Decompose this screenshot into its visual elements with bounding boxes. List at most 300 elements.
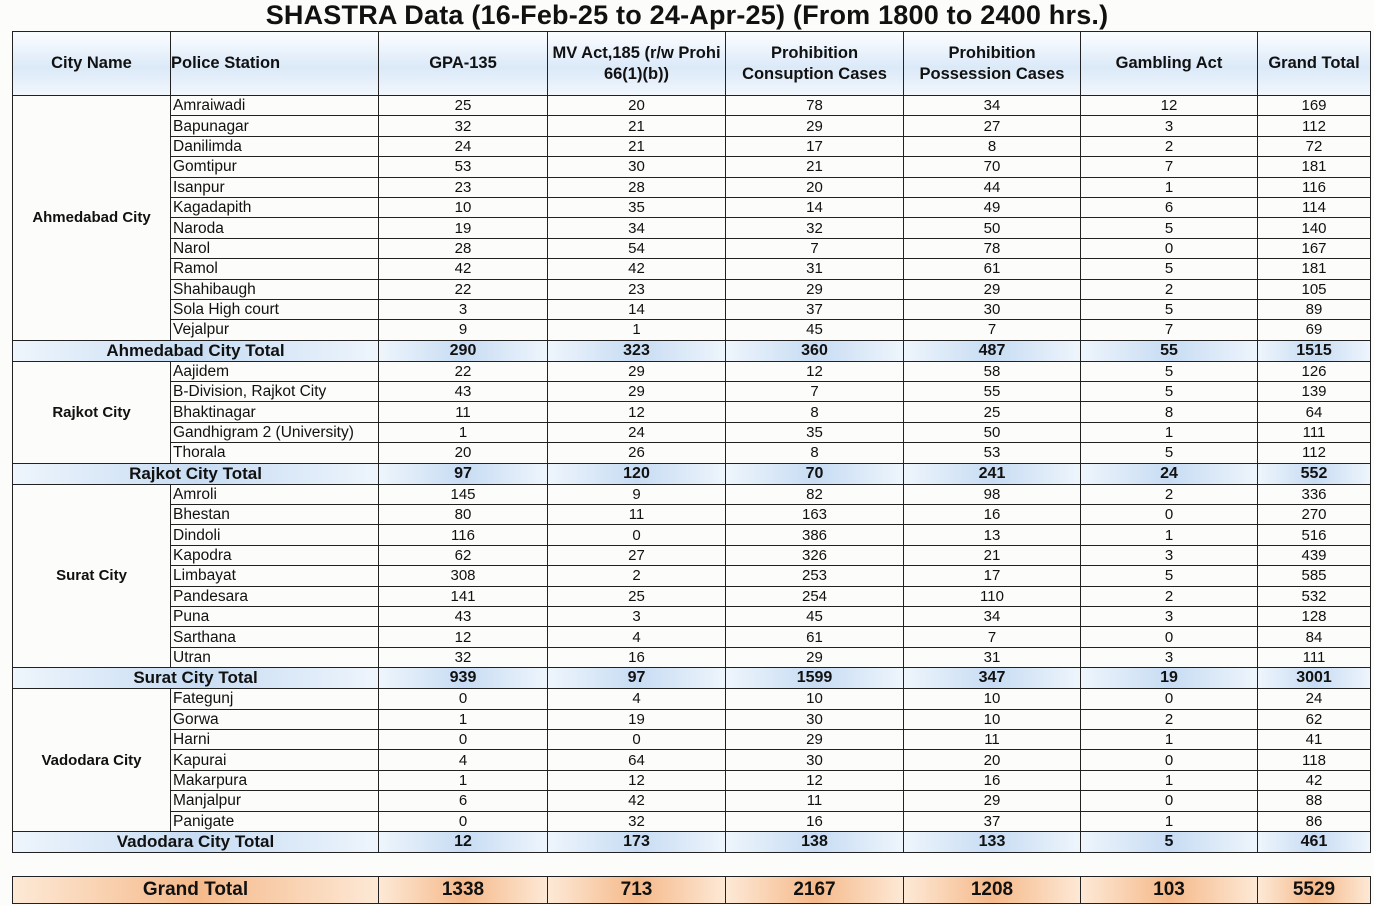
grand-total-mv: 713 bbox=[548, 877, 726, 904]
consumption-cell: 16 bbox=[726, 811, 904, 831]
total-cell: 69 bbox=[1258, 320, 1371, 340]
police-station-cell: Pandesara bbox=[171, 586, 379, 606]
city-total-label: Vadodara City Total bbox=[13, 831, 379, 852]
total-cell: 42 bbox=[1258, 770, 1371, 790]
mv-cell: 26 bbox=[548, 443, 726, 463]
gambling-cell: 1 bbox=[1081, 525, 1258, 545]
table-row bbox=[13, 157, 1371, 177]
possession-cell: 110 bbox=[904, 586, 1081, 606]
gambling-cell: 8 bbox=[1081, 402, 1258, 422]
consumption-cell: 30 bbox=[726, 750, 904, 770]
table-row bbox=[13, 197, 1371, 217]
gpa-cell: 23 bbox=[379, 177, 548, 197]
table-row bbox=[13, 586, 1371, 606]
table-row bbox=[13, 218, 1371, 238]
consumption-cell: 20 bbox=[726, 177, 904, 197]
mv-cell: 24 bbox=[548, 422, 726, 442]
city-total-gambling: 19 bbox=[1081, 668, 1258, 689]
city-name-cell: Rajkot City bbox=[13, 361, 171, 463]
total-cell: 532 bbox=[1258, 586, 1371, 606]
total-cell: 84 bbox=[1258, 627, 1371, 647]
table-row bbox=[13, 505, 1371, 525]
table-row bbox=[13, 791, 1371, 811]
gambling-cell: 3 bbox=[1081, 116, 1258, 136]
gpa-cell: 3 bbox=[379, 299, 548, 319]
city-total-total: 1515 bbox=[1258, 340, 1371, 361]
consumption-cell: 29 bbox=[726, 279, 904, 299]
police-station-cell: Amraiwadi bbox=[171, 96, 379, 116]
header-prohibition-possession: Prohibition Possession Cases bbox=[904, 32, 1081, 96]
police-station-cell: Isanpur bbox=[171, 177, 379, 197]
consumption-cell: 31 bbox=[726, 259, 904, 279]
total-cell: 89 bbox=[1258, 299, 1371, 319]
table-row bbox=[13, 238, 1371, 258]
possession-cell: 98 bbox=[904, 484, 1081, 504]
mv-cell: 27 bbox=[548, 545, 726, 565]
gambling-cell: 7 bbox=[1081, 157, 1258, 177]
city-total-possession: 241 bbox=[904, 463, 1081, 484]
police-station-cell: Manjalpur bbox=[171, 791, 379, 811]
gpa-cell: 24 bbox=[379, 136, 548, 156]
mv-cell: 12 bbox=[548, 770, 726, 790]
city-total-row bbox=[13, 831, 1371, 852]
police-station-cell: Bapunagar bbox=[171, 116, 379, 136]
police-station-cell: Harni bbox=[171, 729, 379, 749]
header-mv-act: MV Act,185 (r/w Prohi 66(1)(b)) bbox=[548, 32, 726, 96]
gpa-cell: 0 bbox=[379, 689, 548, 709]
police-station-cell: Ramol bbox=[171, 259, 379, 279]
city-total-consumption: 138 bbox=[726, 831, 904, 852]
city-total-consumption: 70 bbox=[726, 463, 904, 484]
total-cell: 72 bbox=[1258, 136, 1371, 156]
city-total-gpa: 939 bbox=[379, 668, 548, 689]
mv-cell: 12 bbox=[548, 402, 726, 422]
mv-cell: 4 bbox=[548, 689, 726, 709]
city-total-gambling: 5 bbox=[1081, 831, 1258, 852]
possession-cell: 55 bbox=[904, 382, 1081, 402]
table-row bbox=[13, 709, 1371, 729]
possession-cell: 16 bbox=[904, 505, 1081, 525]
police-station-cell: Gomtipur bbox=[171, 157, 379, 177]
possession-cell: 34 bbox=[904, 606, 1081, 626]
table-row bbox=[13, 422, 1371, 442]
gpa-cell: 32 bbox=[379, 647, 548, 667]
mv-cell: 19 bbox=[548, 709, 726, 729]
city-total-gpa: 97 bbox=[379, 463, 548, 484]
consumption-cell: 78 bbox=[726, 96, 904, 116]
table-row bbox=[13, 96, 1371, 116]
total-cell: 169 bbox=[1258, 96, 1371, 116]
mv-cell: 64 bbox=[548, 750, 726, 770]
mv-cell: 21 bbox=[548, 136, 726, 156]
gpa-cell: 22 bbox=[379, 279, 548, 299]
mv-cell: 1 bbox=[548, 320, 726, 340]
city-total-row bbox=[13, 463, 1371, 484]
gpa-cell: 53 bbox=[379, 157, 548, 177]
possession-cell: 16 bbox=[904, 770, 1081, 790]
total-cell: 336 bbox=[1258, 484, 1371, 504]
gpa-cell: 62 bbox=[379, 545, 548, 565]
gpa-cell: 9 bbox=[379, 320, 548, 340]
gambling-cell: 2 bbox=[1081, 484, 1258, 504]
police-station-cell: Narol bbox=[171, 238, 379, 258]
police-station-cell: Utran bbox=[171, 647, 379, 667]
city-total-consumption: 360 bbox=[726, 340, 904, 361]
consumption-cell: 7 bbox=[726, 238, 904, 258]
consumption-cell: 326 bbox=[726, 545, 904, 565]
city-total-row bbox=[13, 340, 1371, 361]
table-row bbox=[13, 545, 1371, 565]
gambling-cell: 0 bbox=[1081, 689, 1258, 709]
consumption-cell: 82 bbox=[726, 484, 904, 504]
table-row bbox=[13, 382, 1371, 402]
table-row bbox=[13, 320, 1371, 340]
possession-cell: 58 bbox=[904, 361, 1081, 381]
consumption-cell: 7 bbox=[726, 382, 904, 402]
table-row bbox=[13, 811, 1371, 831]
table-row bbox=[13, 627, 1371, 647]
police-station-cell: Naroda bbox=[171, 218, 379, 238]
gpa-cell: 22 bbox=[379, 361, 548, 381]
city-total-consumption: 1599 bbox=[726, 668, 904, 689]
gpa-cell: 43 bbox=[379, 382, 548, 402]
gambling-cell: 2 bbox=[1081, 136, 1258, 156]
possession-cell: 10 bbox=[904, 709, 1081, 729]
mv-cell: 2 bbox=[548, 566, 726, 586]
total-cell: 181 bbox=[1258, 157, 1371, 177]
mv-cell: 25 bbox=[548, 586, 726, 606]
grand-total-possession: 1208 bbox=[904, 877, 1081, 904]
consumption-cell: 21 bbox=[726, 157, 904, 177]
police-station-cell: Shahibaugh bbox=[171, 279, 379, 299]
total-cell: 516 bbox=[1258, 525, 1371, 545]
total-cell: 585 bbox=[1258, 566, 1371, 586]
table-row bbox=[13, 443, 1371, 463]
police-station-cell: Thorala bbox=[171, 443, 379, 463]
total-cell: 128 bbox=[1258, 606, 1371, 626]
consumption-cell: 30 bbox=[726, 709, 904, 729]
police-station-cell: Fategunj bbox=[171, 689, 379, 709]
mv-cell: 35 bbox=[548, 197, 726, 217]
total-cell: 41 bbox=[1258, 729, 1371, 749]
city-total-possession: 133 bbox=[904, 831, 1081, 852]
consumption-cell: 29 bbox=[726, 647, 904, 667]
total-cell: 181 bbox=[1258, 259, 1371, 279]
gambling-cell: 0 bbox=[1081, 238, 1258, 258]
table-row bbox=[13, 566, 1371, 586]
total-cell: 62 bbox=[1258, 709, 1371, 729]
gambling-cell: 2 bbox=[1081, 279, 1258, 299]
gpa-cell: 1 bbox=[379, 770, 548, 790]
gambling-cell: 5 bbox=[1081, 443, 1258, 463]
mv-cell: 11 bbox=[548, 505, 726, 525]
city-total-possession: 347 bbox=[904, 668, 1081, 689]
total-cell: 116 bbox=[1258, 177, 1371, 197]
consumption-cell: 8 bbox=[726, 402, 904, 422]
total-cell: 118 bbox=[1258, 750, 1371, 770]
mv-cell: 14 bbox=[548, 299, 726, 319]
city-total-mv: 173 bbox=[548, 831, 726, 852]
table-row bbox=[13, 484, 1371, 504]
consumption-cell: 32 bbox=[726, 218, 904, 238]
table-body bbox=[13, 96, 1371, 853]
city-name-cell: Ahmedabad City bbox=[13, 96, 171, 341]
mv-cell: 30 bbox=[548, 157, 726, 177]
gambling-cell: 3 bbox=[1081, 606, 1258, 626]
city-total-mv: 97 bbox=[548, 668, 726, 689]
consumption-cell: 61 bbox=[726, 627, 904, 647]
possession-cell: 25 bbox=[904, 402, 1081, 422]
police-station-cell: Puna bbox=[171, 606, 379, 626]
total-cell: 112 bbox=[1258, 116, 1371, 136]
possession-cell: 7 bbox=[904, 627, 1081, 647]
gambling-cell: 5 bbox=[1081, 259, 1258, 279]
header-city-name: City Name bbox=[13, 32, 171, 96]
total-cell: 139 bbox=[1258, 382, 1371, 402]
possession-cell: 53 bbox=[904, 443, 1081, 463]
shastra-data-table bbox=[12, 31, 1371, 853]
possession-cell: 27 bbox=[904, 116, 1081, 136]
possession-cell: 10 bbox=[904, 689, 1081, 709]
page-title: SHASTRA Data (16-Feb-25 to 24-Apr-25) (From 1800 to 2400 hrs.) bbox=[265, 0, 1109, 30]
total-cell: 111 bbox=[1258, 422, 1371, 442]
table-row bbox=[13, 770, 1371, 790]
city-total-gambling: 24 bbox=[1081, 463, 1258, 484]
table-row bbox=[13, 116, 1371, 136]
consumption-cell: 163 bbox=[726, 505, 904, 525]
possession-cell: 13 bbox=[904, 525, 1081, 545]
mv-cell: 32 bbox=[548, 811, 726, 831]
gpa-cell: 0 bbox=[379, 811, 548, 831]
possession-cell: 50 bbox=[904, 218, 1081, 238]
police-station-cell: Sarthana bbox=[171, 627, 379, 647]
mv-cell: 29 bbox=[548, 382, 726, 402]
gpa-cell: 1 bbox=[379, 709, 548, 729]
possession-cell: 11 bbox=[904, 729, 1081, 749]
mv-cell: 16 bbox=[548, 647, 726, 667]
gpa-cell: 145 bbox=[379, 484, 548, 504]
gambling-cell: 0 bbox=[1081, 750, 1258, 770]
police-station-cell: Bhaktinagar bbox=[171, 402, 379, 422]
gpa-cell: 6 bbox=[379, 791, 548, 811]
table-row bbox=[13, 177, 1371, 197]
total-cell: 64 bbox=[1258, 402, 1371, 422]
possession-cell: 70 bbox=[904, 157, 1081, 177]
mv-cell: 29 bbox=[548, 361, 726, 381]
gpa-cell: 11 bbox=[379, 402, 548, 422]
city-total-gambling: 55 bbox=[1081, 340, 1258, 361]
table-row bbox=[13, 606, 1371, 626]
header-gambling-act: Gambling Act bbox=[1081, 32, 1258, 96]
police-station-cell: Gorwa bbox=[171, 709, 379, 729]
gambling-cell: 5 bbox=[1081, 299, 1258, 319]
possession-cell: 61 bbox=[904, 259, 1081, 279]
gpa-cell: 308 bbox=[379, 566, 548, 586]
gambling-cell: 3 bbox=[1081, 647, 1258, 667]
gambling-cell: 0 bbox=[1081, 791, 1258, 811]
possession-cell: 37 bbox=[904, 811, 1081, 831]
gambling-cell: 1 bbox=[1081, 729, 1258, 749]
gpa-cell: 43 bbox=[379, 606, 548, 626]
gpa-cell: 42 bbox=[379, 259, 548, 279]
possession-cell: 50 bbox=[904, 422, 1081, 442]
gpa-cell: 12 bbox=[379, 627, 548, 647]
table-row bbox=[13, 525, 1371, 545]
consumption-cell: 253 bbox=[726, 566, 904, 586]
gambling-cell: 1 bbox=[1081, 422, 1258, 442]
total-cell: 114 bbox=[1258, 197, 1371, 217]
total-cell: 270 bbox=[1258, 505, 1371, 525]
mv-cell: 34 bbox=[548, 218, 726, 238]
total-cell: 126 bbox=[1258, 361, 1371, 381]
possession-cell: 31 bbox=[904, 647, 1081, 667]
gambling-cell: 1 bbox=[1081, 177, 1258, 197]
mv-cell: 3 bbox=[548, 606, 726, 626]
police-station-cell: Makarpura bbox=[171, 770, 379, 790]
city-total-gpa: 290 bbox=[379, 340, 548, 361]
city-name-cell: Vadodara City bbox=[13, 689, 171, 832]
mv-cell: 20 bbox=[548, 96, 726, 116]
gpa-cell: 0 bbox=[379, 729, 548, 749]
consumption-cell: 10 bbox=[726, 689, 904, 709]
city-total-gpa: 12 bbox=[379, 831, 548, 852]
possession-cell: 49 bbox=[904, 197, 1081, 217]
city-total-total: 3001 bbox=[1258, 668, 1371, 689]
total-cell: 111 bbox=[1258, 647, 1371, 667]
possession-cell: 44 bbox=[904, 177, 1081, 197]
mv-cell: 23 bbox=[548, 279, 726, 299]
police-station-cell: Kapodra bbox=[171, 545, 379, 565]
grand-total-table bbox=[12, 876, 1371, 904]
police-station-cell: Vejalpur bbox=[171, 320, 379, 340]
mv-cell: 21 bbox=[548, 116, 726, 136]
mv-cell: 42 bbox=[548, 791, 726, 811]
consumption-cell: 12 bbox=[726, 361, 904, 381]
gpa-cell: 28 bbox=[379, 238, 548, 258]
gambling-cell: 5 bbox=[1081, 382, 1258, 402]
gambling-cell: 12 bbox=[1081, 96, 1258, 116]
gambling-cell: 2 bbox=[1081, 586, 1258, 606]
police-station-cell: Aajidem bbox=[171, 361, 379, 381]
gambling-cell: 5 bbox=[1081, 566, 1258, 586]
possession-cell: 29 bbox=[904, 791, 1081, 811]
possession-cell: 29 bbox=[904, 279, 1081, 299]
city-total-label: Rajkot City Total bbox=[13, 463, 379, 484]
gpa-cell: 4 bbox=[379, 750, 548, 770]
city-total-possession: 487 bbox=[904, 340, 1081, 361]
mv-cell: 4 bbox=[548, 627, 726, 647]
possession-cell: 20 bbox=[904, 750, 1081, 770]
consumption-cell: 35 bbox=[726, 422, 904, 442]
city-total-label: Ahmedabad City Total bbox=[13, 340, 379, 361]
gambling-cell: 5 bbox=[1081, 218, 1258, 238]
mv-cell: 0 bbox=[548, 525, 726, 545]
table-row bbox=[13, 361, 1371, 381]
mv-cell: 54 bbox=[548, 238, 726, 258]
city-name-cell: Surat City bbox=[13, 484, 171, 668]
consumption-cell: 8 bbox=[726, 443, 904, 463]
city-total-label: Surat City Total bbox=[13, 668, 379, 689]
city-total-row bbox=[13, 668, 1371, 689]
gambling-cell: 0 bbox=[1081, 505, 1258, 525]
gambling-cell: 5 bbox=[1081, 361, 1258, 381]
gambling-cell: 1 bbox=[1081, 770, 1258, 790]
grand-total-gpa: 1338 bbox=[379, 877, 548, 904]
consumption-cell: 29 bbox=[726, 729, 904, 749]
police-station-cell: Limbayat bbox=[171, 566, 379, 586]
gpa-cell: 80 bbox=[379, 505, 548, 525]
consumption-cell: 29 bbox=[726, 116, 904, 136]
city-total-total: 552 bbox=[1258, 463, 1371, 484]
table-row bbox=[13, 729, 1371, 749]
police-station-cell: Kagadapith bbox=[171, 197, 379, 217]
total-cell: 112 bbox=[1258, 443, 1371, 463]
possession-cell: 17 bbox=[904, 566, 1081, 586]
header-grand-total: Grand Total bbox=[1258, 32, 1371, 96]
table-row bbox=[13, 259, 1371, 279]
police-station-cell: Dindoli bbox=[171, 525, 379, 545]
gambling-cell: 0 bbox=[1081, 627, 1258, 647]
gambling-cell: 7 bbox=[1081, 320, 1258, 340]
possession-cell: 34 bbox=[904, 96, 1081, 116]
possession-cell: 21 bbox=[904, 545, 1081, 565]
city-total-total: 461 bbox=[1258, 831, 1371, 852]
police-station-cell: Amroli bbox=[171, 484, 379, 504]
total-cell: 105 bbox=[1258, 279, 1371, 299]
consumption-cell: 12 bbox=[726, 770, 904, 790]
gpa-cell: 116 bbox=[379, 525, 548, 545]
mv-cell: 0 bbox=[548, 729, 726, 749]
mv-cell: 28 bbox=[548, 177, 726, 197]
total-cell: 140 bbox=[1258, 218, 1371, 238]
table-row bbox=[13, 647, 1371, 667]
gpa-cell: 10 bbox=[379, 197, 548, 217]
possession-cell: 7 bbox=[904, 320, 1081, 340]
police-station-cell: B-Division, Rajkot City bbox=[171, 382, 379, 402]
gambling-cell: 1 bbox=[1081, 811, 1258, 831]
table-row bbox=[13, 299, 1371, 319]
grand-total-row bbox=[13, 877, 1371, 904]
gambling-cell: 3 bbox=[1081, 545, 1258, 565]
table-row bbox=[13, 136, 1371, 156]
total-cell: 86 bbox=[1258, 811, 1371, 831]
gpa-cell: 141 bbox=[379, 586, 548, 606]
police-station-cell: Danilimda bbox=[171, 136, 379, 156]
city-total-mv: 120 bbox=[548, 463, 726, 484]
police-station-cell: Sola High court bbox=[171, 299, 379, 319]
mv-cell: 42 bbox=[548, 259, 726, 279]
total-cell: 24 bbox=[1258, 689, 1371, 709]
grand-total-consumption: 2167 bbox=[726, 877, 904, 904]
police-station-cell: Panigate bbox=[171, 811, 379, 831]
possession-cell: 78 bbox=[904, 238, 1081, 258]
gambling-cell: 2 bbox=[1081, 709, 1258, 729]
gpa-cell: 32 bbox=[379, 116, 548, 136]
consumption-cell: 17 bbox=[726, 136, 904, 156]
mv-cell: 9 bbox=[548, 484, 726, 504]
consumption-cell: 386 bbox=[726, 525, 904, 545]
header-row bbox=[13, 32, 1371, 96]
gpa-cell: 19 bbox=[379, 218, 548, 238]
grand-total-gambling: 103 bbox=[1081, 877, 1258, 904]
table-row bbox=[13, 402, 1371, 422]
grand-total-label: Grand Total bbox=[13, 877, 379, 904]
table-row bbox=[13, 279, 1371, 299]
table-row bbox=[13, 689, 1371, 709]
gambling-cell: 6 bbox=[1081, 197, 1258, 217]
header-police-station: Police Station bbox=[171, 32, 379, 96]
consumption-cell: 37 bbox=[726, 299, 904, 319]
